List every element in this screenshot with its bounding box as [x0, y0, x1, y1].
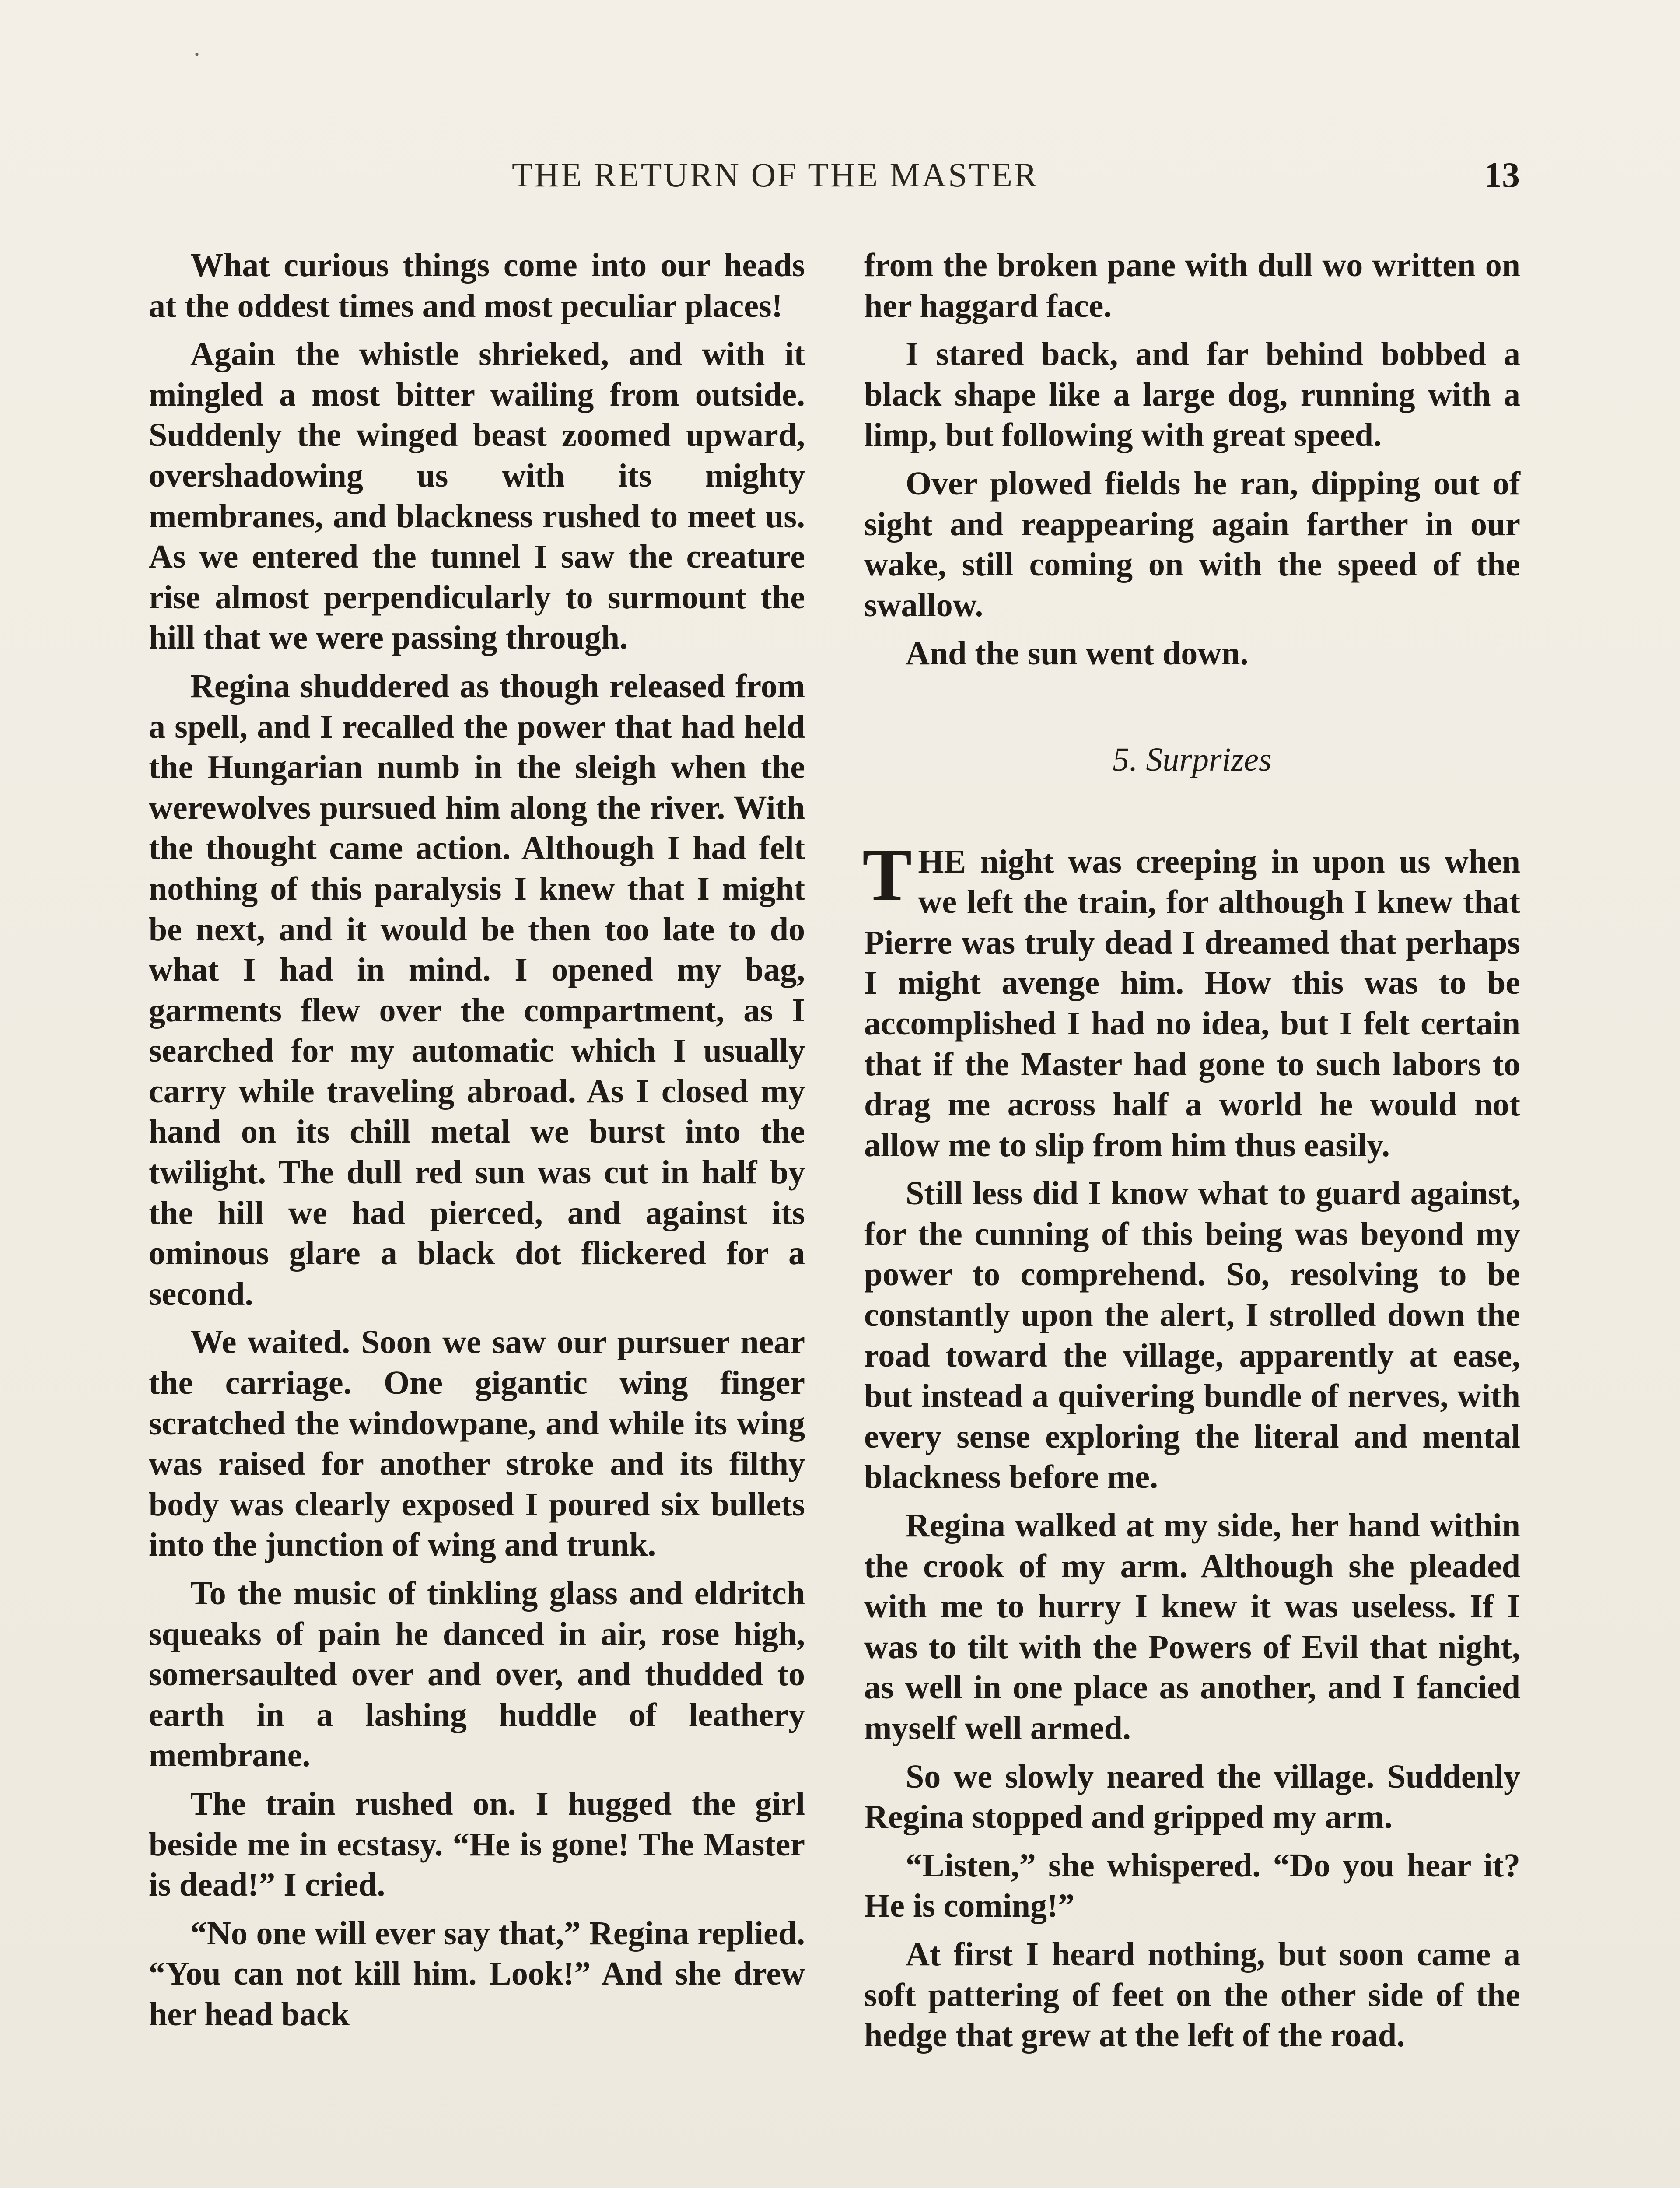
paragraph: Still less did I know what to guard against, for the cunning of this being was beyond my power to comprehend. So, resolving to be constantly upon the alert, I strolled down the road toward the village, apparently at ease, but instead a quivering bundle of nerves, with every sense exploring the literal and mental blackness before me.	[864, 1175, 1520, 1496]
paragraph: At first I heard nothing, but soon came a soft pattering of feet on the other side of the hedge that grew at the left of the road.	[864, 1936, 1520, 2054]
paragraph: “Listen,” she whispered. “Do you hear it? He is coming!”	[864, 1847, 1520, 1925]
stray-ink-mark: ·	[192, 40, 201, 69]
paragraph: The train rushed on. I hugged the girl beside me in ecstasy. “He is gone! The Master is dead!” I cried.	[149, 1785, 805, 1904]
right-column	[864, 245, 1520, 2056]
page-number: 13	[1484, 155, 1520, 195]
opening-paragraph	[862, 833, 1520, 1166]
paragraph: What curious things come into our heads at the oddest times and most peculiar places!	[149, 247, 805, 324]
paragraph: And the sun went down.	[906, 635, 1249, 672]
left-column	[149, 245, 805, 2035]
paragraph: “No one will ever say that,” Regina replied. “You can not kill him. Look!” And she drew her head back	[149, 1914, 805, 2033]
paragraph: We waited. Soon we saw our pursuer near the carriage. One gigantic wing finger scratched the windowpane, and while its wing was raised for another stroke and its filthy body was clearly exposed I poured six bullets into the junction of wing and trunk.	[149, 1324, 805, 1564]
paragraph: Again the whistle shrieked, and with it mingled a most bitter wailing from outside. Suddenly the winged beast zoomed upward, overshadowing us with its mighty membranes, and blackness rushed to meet us. As we entered the tunnel I saw the creature rise almost perpendicularly to surmount the hill that we were passing through.	[149, 336, 805, 656]
drop-cap: T	[862, 833, 912, 916]
paragraph-text: night was creeping in upon us when we left the train, for although I knew that Pierre was truly dead I dreamed that perhaps I might avenge him. How this was to be accomplished I had no idea, but I felt certain that if the Master had gone to such labors to drag me across half a world he would not allow me to slip from him thus easily.	[864, 843, 1520, 1164]
paragraph: I stared back, and far behind bobbed a black shape like a large dog, running with a limp, but following with great speed.	[864, 336, 1520, 454]
small-caps-lead: HE	[918, 843, 966, 880]
paragraph: from the broken pane with dull wo written on her haggard face.	[864, 247, 1520, 324]
running-title: THE RETURN OF THE MASTER	[512, 156, 1039, 194]
paragraph: To the music of tinkling glass and eldritch squeaks of pain he danced in air, rose high, somersaulted over and over, and thudded to earth in a lashing huddle of leathery membrane.	[149, 1575, 805, 1774]
paragraph: Over plowed fields he ran, dipping out of sight and reappearing again farther in our wake, still coming on with the speed of the swallow.	[864, 465, 1520, 624]
section-title: 5. Surprizes	[1113, 741, 1272, 778]
paragraph: Regina shuddered as though released from a spell, and I recalled the power that had held the Hungarian numb in the sleigh when the werewolves pursued him along the river. With the thought came action. Although I had felt nothing of this paralysis I knew that I might be next, and it would be then too late to do what I had in mind. I opened my bag, garments flew over the compartment, as I searched for my automatic which I usually carry while traveling abroad. As I closed my hand on its chill metal we burst into the twilight. The dull red sun was cut in half by the hill we had pierced, and against its ominous glare a black dot flickered for a second.	[149, 667, 805, 1312]
paragraph: Regina walked at my side, her hand within the crook of my arm. Although she pleaded with me to hurry I knew it was useless. If I was to tilt with the Powers of Evil that night, as well in one place as another, and I fancied myself well armed.	[864, 1507, 1520, 1746]
running-head	[0, 151, 1680, 199]
paragraph: So we slowly neared the village. Suddenly Regina stopped and gripped my arm.	[864, 1758, 1520, 1836]
